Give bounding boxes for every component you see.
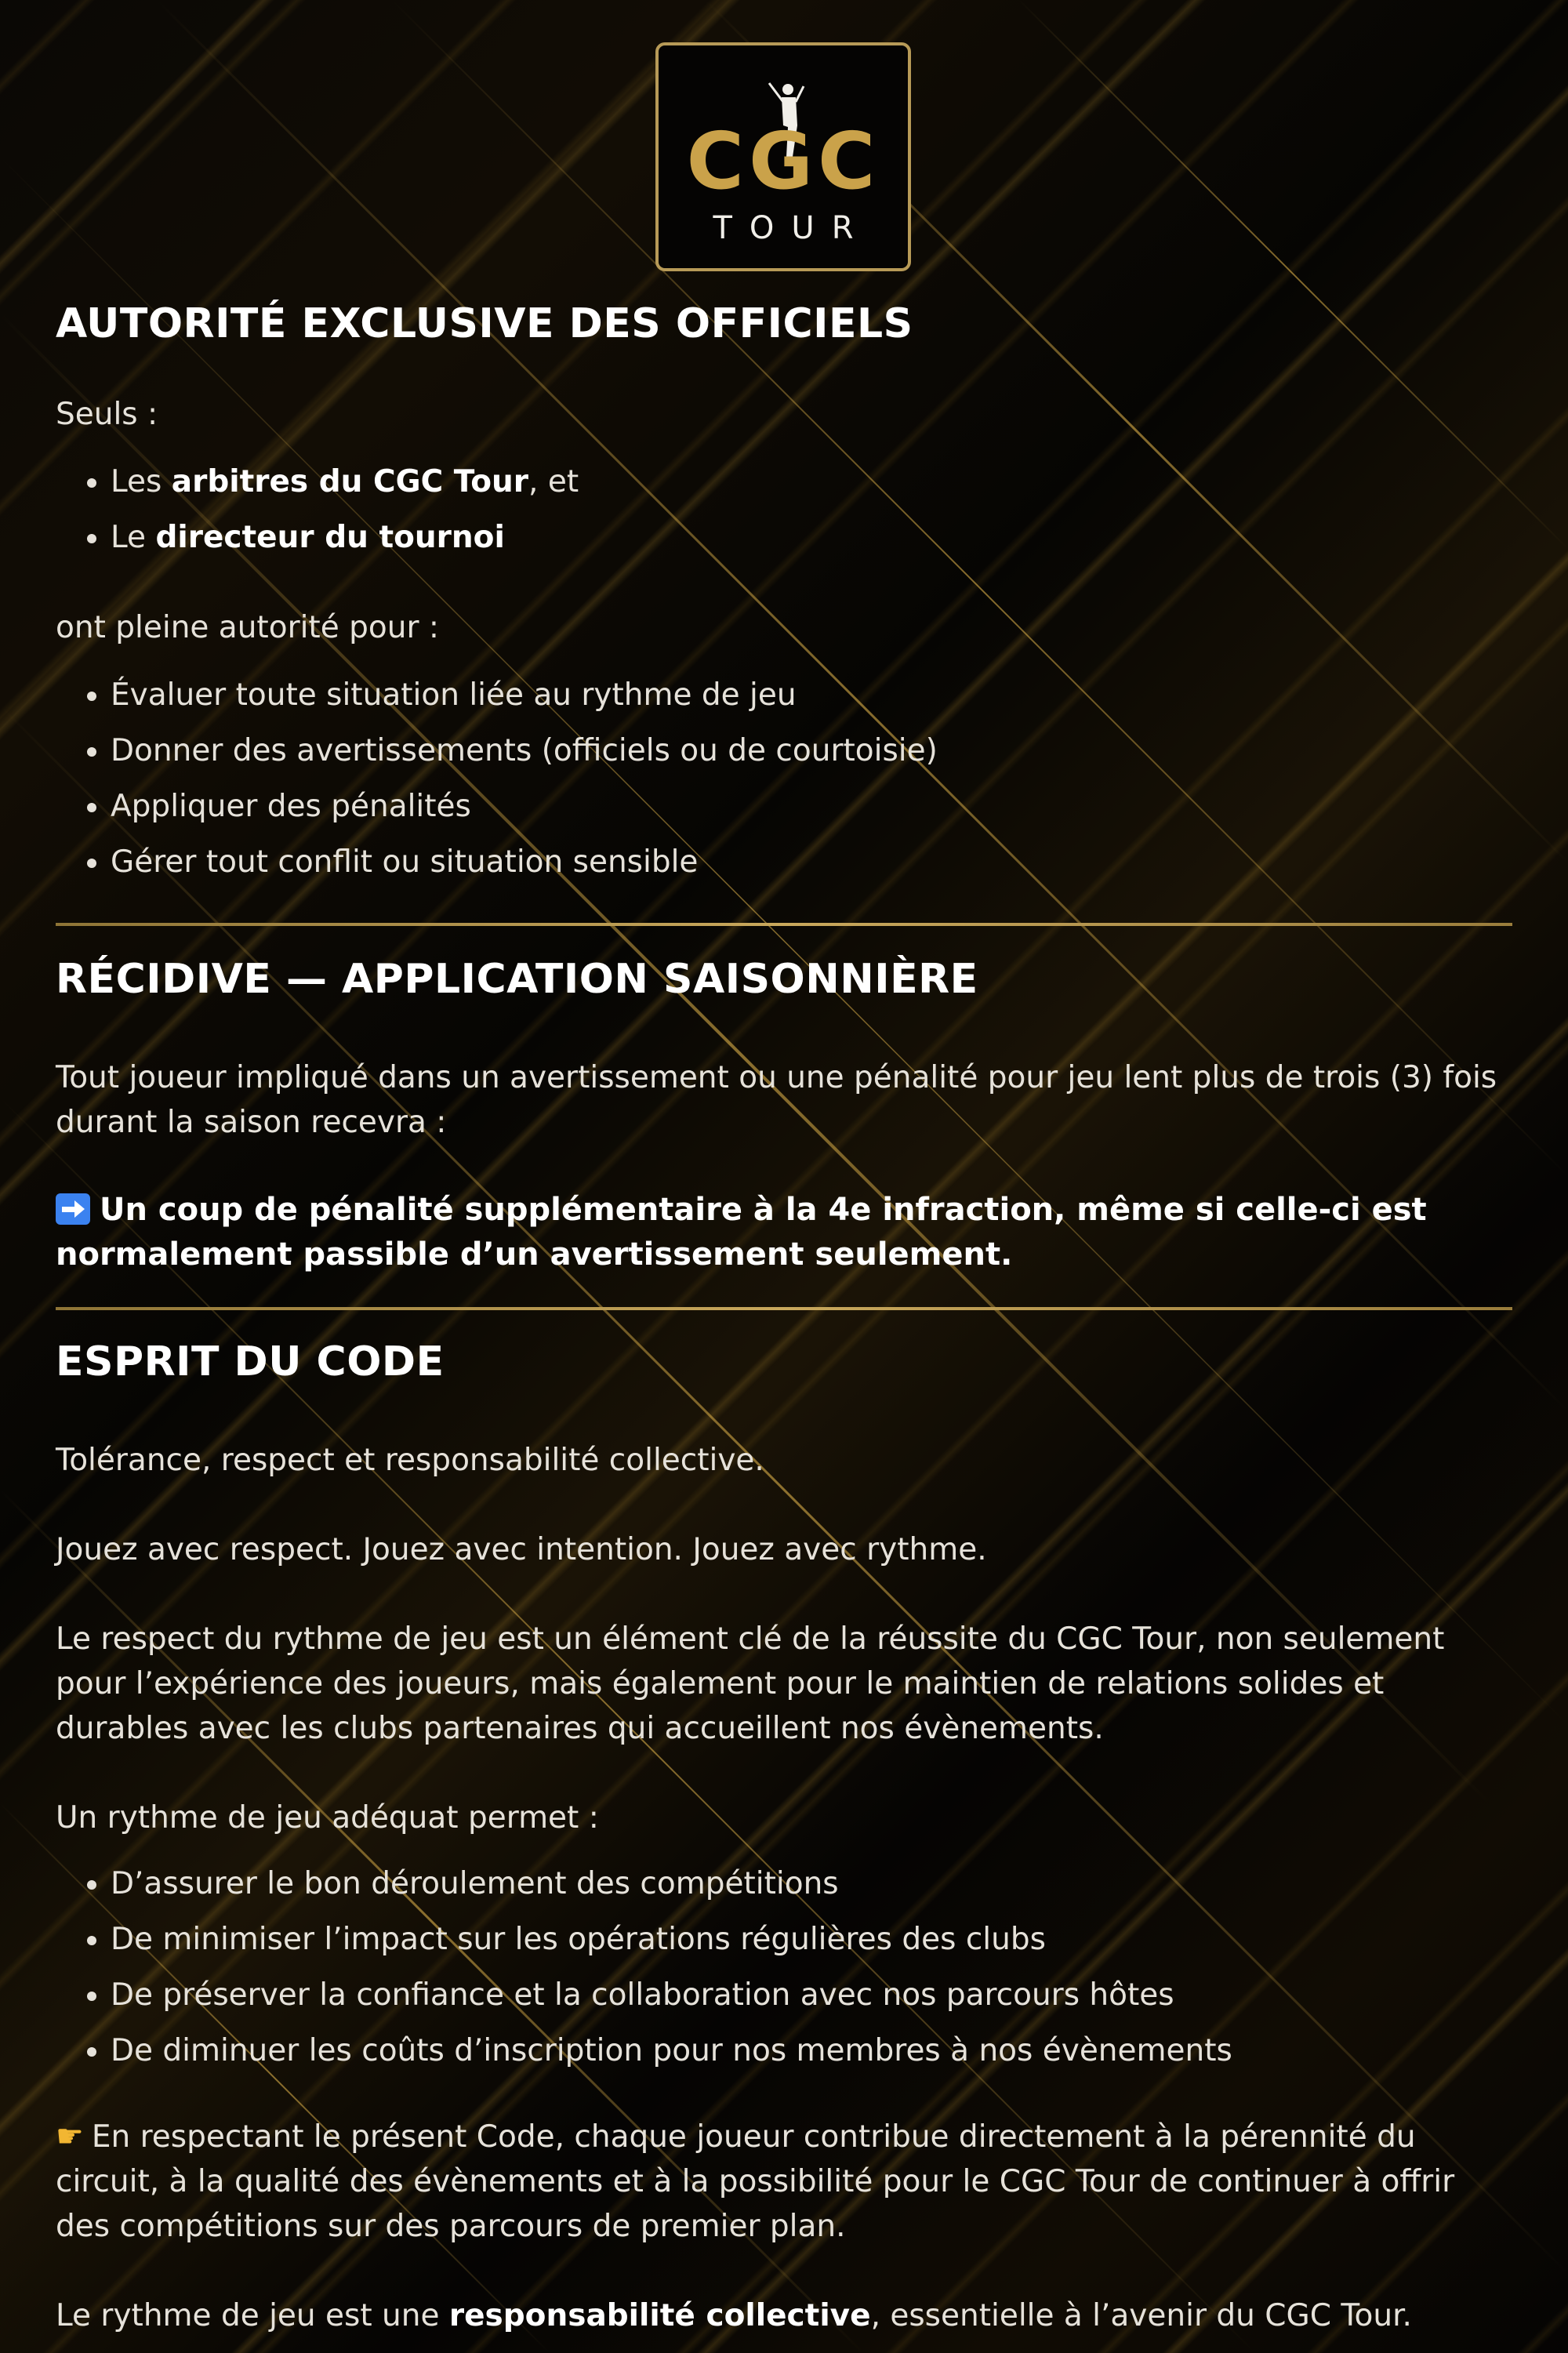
section3-p2: Jouez avec respect. Jouez avec intention. Jouez avec rythme. xyxy=(56,1532,987,1567)
logo-sub: TOUR xyxy=(713,210,871,246)
section-divider xyxy=(56,923,1512,926)
list-item: Donner des avertissements (officiels ou de courtoisie) xyxy=(56,723,938,779)
section3-closing: ☛ En respectant le présent Code, chaque joueur contribue directement à la pérennité du circuit, à la qualité des évènements et à la possibilité pour le CGC Tour de continuer à offrir des compétitions sur des parcours de premier plan. xyxy=(56,2115,1514,2249)
section3-p3: Le respect du rythme de jeu est un élément clé de la réussite du CGC Tour, non seulement pour l’expérience des joueurs, mais également pour le maintien de relations solides et durables avec les clubs partenaires qui accueillent nos évènements. xyxy=(56,1621,1445,1746)
list-item: Gérer tout conflit ou situation sensible xyxy=(56,834,938,890)
arrow-right-icon xyxy=(56,1193,90,1225)
logo-main: CGC xyxy=(686,115,880,207)
section2-emphasis: Un coup de pénalité supplémentaire à la 4e infraction, même si celle-ci est normalement passible d’un avertissement seulement. xyxy=(56,1192,1427,1273)
pointing-hand-icon: ☛ xyxy=(56,2119,84,2155)
list-item: De minimiser l’impact sur les opérations régulières des clubs xyxy=(56,1912,1232,1967)
section-title-esprit: ESPRIT DU CODE xyxy=(56,1338,445,1385)
list-item: D’assurer le bon déroulement des compétitions xyxy=(56,1856,1232,1912)
list-item: De préserver la confiance et la collaboration avec nos parcours hôtes xyxy=(56,1967,1232,2023)
section3-p1: Tolérance, respect et responsabilité collective. xyxy=(56,1443,764,1478)
section3-final: Le rythme de jeu est une responsabilité collective, essentielle à l’avenir du CGC Tour. xyxy=(56,2298,1412,2333)
section1-intro: Seuls : xyxy=(56,397,158,432)
section3-lead: Un rythme de jeu adéquat permet : xyxy=(56,1800,599,1836)
list-item: Les arbitres du CGC Tour, et xyxy=(56,454,579,510)
list-item: Le directeur du tournoi xyxy=(56,510,579,565)
list-item: De diminuer les coûts d’inscription pour nos membres à nos évènements xyxy=(56,2023,1232,2079)
cgc-tour-logo xyxy=(655,42,911,271)
section2-text: Tout joueur impliqué dans un avertissement ou une pénalité pour jeu lent plus de trois (3) fois durant la saison recevra : xyxy=(56,1060,1497,1140)
section3-benefits-list xyxy=(56,1856,1232,2079)
list-item: Évaluer toute situation liée au rythme de jeu xyxy=(56,667,938,723)
list-item: Appliquer des pénalités xyxy=(56,779,938,834)
section-title-recidive: RÉCIDIVE — APPLICATION SAISONNIÈRE xyxy=(56,956,978,1003)
section1-lead: ont pleine autorité pour : xyxy=(56,610,440,645)
section1-powers-list xyxy=(56,667,938,890)
section1-who-list xyxy=(56,454,579,565)
section-divider xyxy=(56,1307,1512,1310)
section-title-officials: AUTORITÉ EXCLUSIVE DES OFFICIELS xyxy=(56,300,913,347)
